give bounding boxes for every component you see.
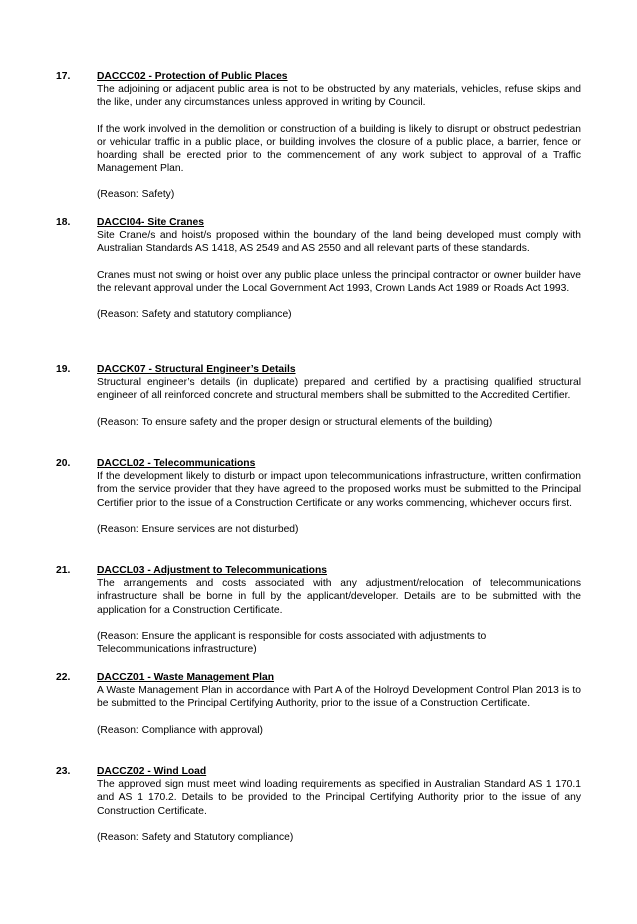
condition-body bbox=[97, 457, 581, 536]
condition-reason: (Reason: Compliance with approval) bbox=[97, 724, 263, 736]
condition-paragraph: The adjoining or adjacent public area is not to be obstructed by any materials, vehicles, refuse skips and the like, under any circumstances unless approved in writing by Council. bbox=[97, 84, 581, 109]
condition-number: 17. bbox=[56, 71, 71, 82]
condition-paragraph: If the work involved in the demolition or construction of a building is likely to disrupt or obstruct pedestrian or vehicular traffic in a public place, or building involves the closure of a public place, a barrier, fence or hoarding shall be erected prior to the commencement of any work subject to approval of a Traffic Management Plan. bbox=[97, 123, 581, 175]
condition-reason: (Reason: To ensure safety and the proper design or structural elements of the building) bbox=[97, 416, 493, 428]
condition-title: DACCL02 - Telecommunications bbox=[97, 458, 256, 469]
condition-title: DACCL03 - Adjustment to Telecommunications bbox=[97, 565, 327, 576]
condition-body bbox=[97, 216, 581, 321]
condition-number: 20. bbox=[56, 458, 71, 469]
condition-body bbox=[97, 671, 581, 737]
condition-paragraph: The arrangements and costs associated with any adjustment/relocation of telecommunications infrastructure shall be borne in full by the applicant/developer. Details are to be submitted with the application for a Construction Certificate. bbox=[97, 578, 581, 616]
condition-reason: (Reason: Ensure the applicant is responsible for costs associated with adjustments to Telecommunications infrastructure) bbox=[97, 630, 487, 656]
condition-body bbox=[97, 564, 581, 656]
condition-title: DACCC02 - Protection of Public Places bbox=[97, 71, 288, 82]
condition-paragraph: Site Crane/s and hoist/s proposed within the boundary of the land being developed must comply with Australian Standards AS 1418, AS 2549 and AS 2550 and all relevant parts of these standards. bbox=[97, 230, 581, 255]
condition-paragraph: Cranes must not swing or hoist over any public place unless the principal contractor or owner builder have the relevant approval under the Local Government Act 1993, Crown Lands Act 1989 or Roads Act 1993. bbox=[97, 269, 581, 294]
condition-number: 22. bbox=[56, 672, 71, 683]
condition-number: 18. bbox=[56, 217, 71, 228]
condition-title: DACCK07 - Structural Engineer’s Details bbox=[97, 364, 296, 375]
condition-title: DACCZ01 - Waste Management Plan bbox=[97, 672, 274, 683]
condition-number: 19. bbox=[56, 364, 71, 375]
condition-reason: (Reason: Safety and statutory compliance) bbox=[97, 309, 292, 321]
condition-body bbox=[97, 765, 581, 844]
condition-body bbox=[97, 70, 581, 202]
condition-title: DACCI04- Site Cranes bbox=[97, 217, 205, 228]
condition-paragraph: The approved sign must meet wind loading requirements as specified in Australian Standard AS 1 170.1 and AS 1 170.2. Details to be provided to the Principal Certifying Authority prior to the issue of any Construction Certificate. bbox=[97, 779, 581, 817]
condition-number: 21. bbox=[56, 565, 71, 576]
condition-title: DACCZ02 - Wind Load bbox=[97, 766, 207, 777]
condition-number: 23. bbox=[56, 766, 71, 777]
condition-paragraph: Structural engineer’s details (in duplicate) prepared and certified by a practising qualified structural engineer of all reinforced concrete and structural members shall be submitted to the Accredited Certifier. bbox=[97, 377, 581, 402]
condition-reason: (Reason: Safety and Statutory compliance) bbox=[97, 831, 294, 843]
condition-paragraph: A Waste Management Plan in accordance with Part A of the Holroyd Development Control Plan 2013 is to be submitted to the Principal Certifying Authority, prior to the issue of a Construction Certificate. bbox=[97, 685, 581, 710]
condition-reason: (Reason: Safety) bbox=[97, 189, 175, 201]
condition-reason: (Reason: Ensure services are not disturbed) bbox=[97, 523, 299, 535]
condition-body bbox=[97, 363, 581, 429]
condition-paragraph: If the development likely to disturb or impact upon telecommunications infrastructure, written confirmation from the service provider that they have agreed to the proposed works must be submitted to the Principal Certifier prior to the issue of a Construction Certificate or any works commencing, whichever occurs first. bbox=[97, 471, 581, 509]
